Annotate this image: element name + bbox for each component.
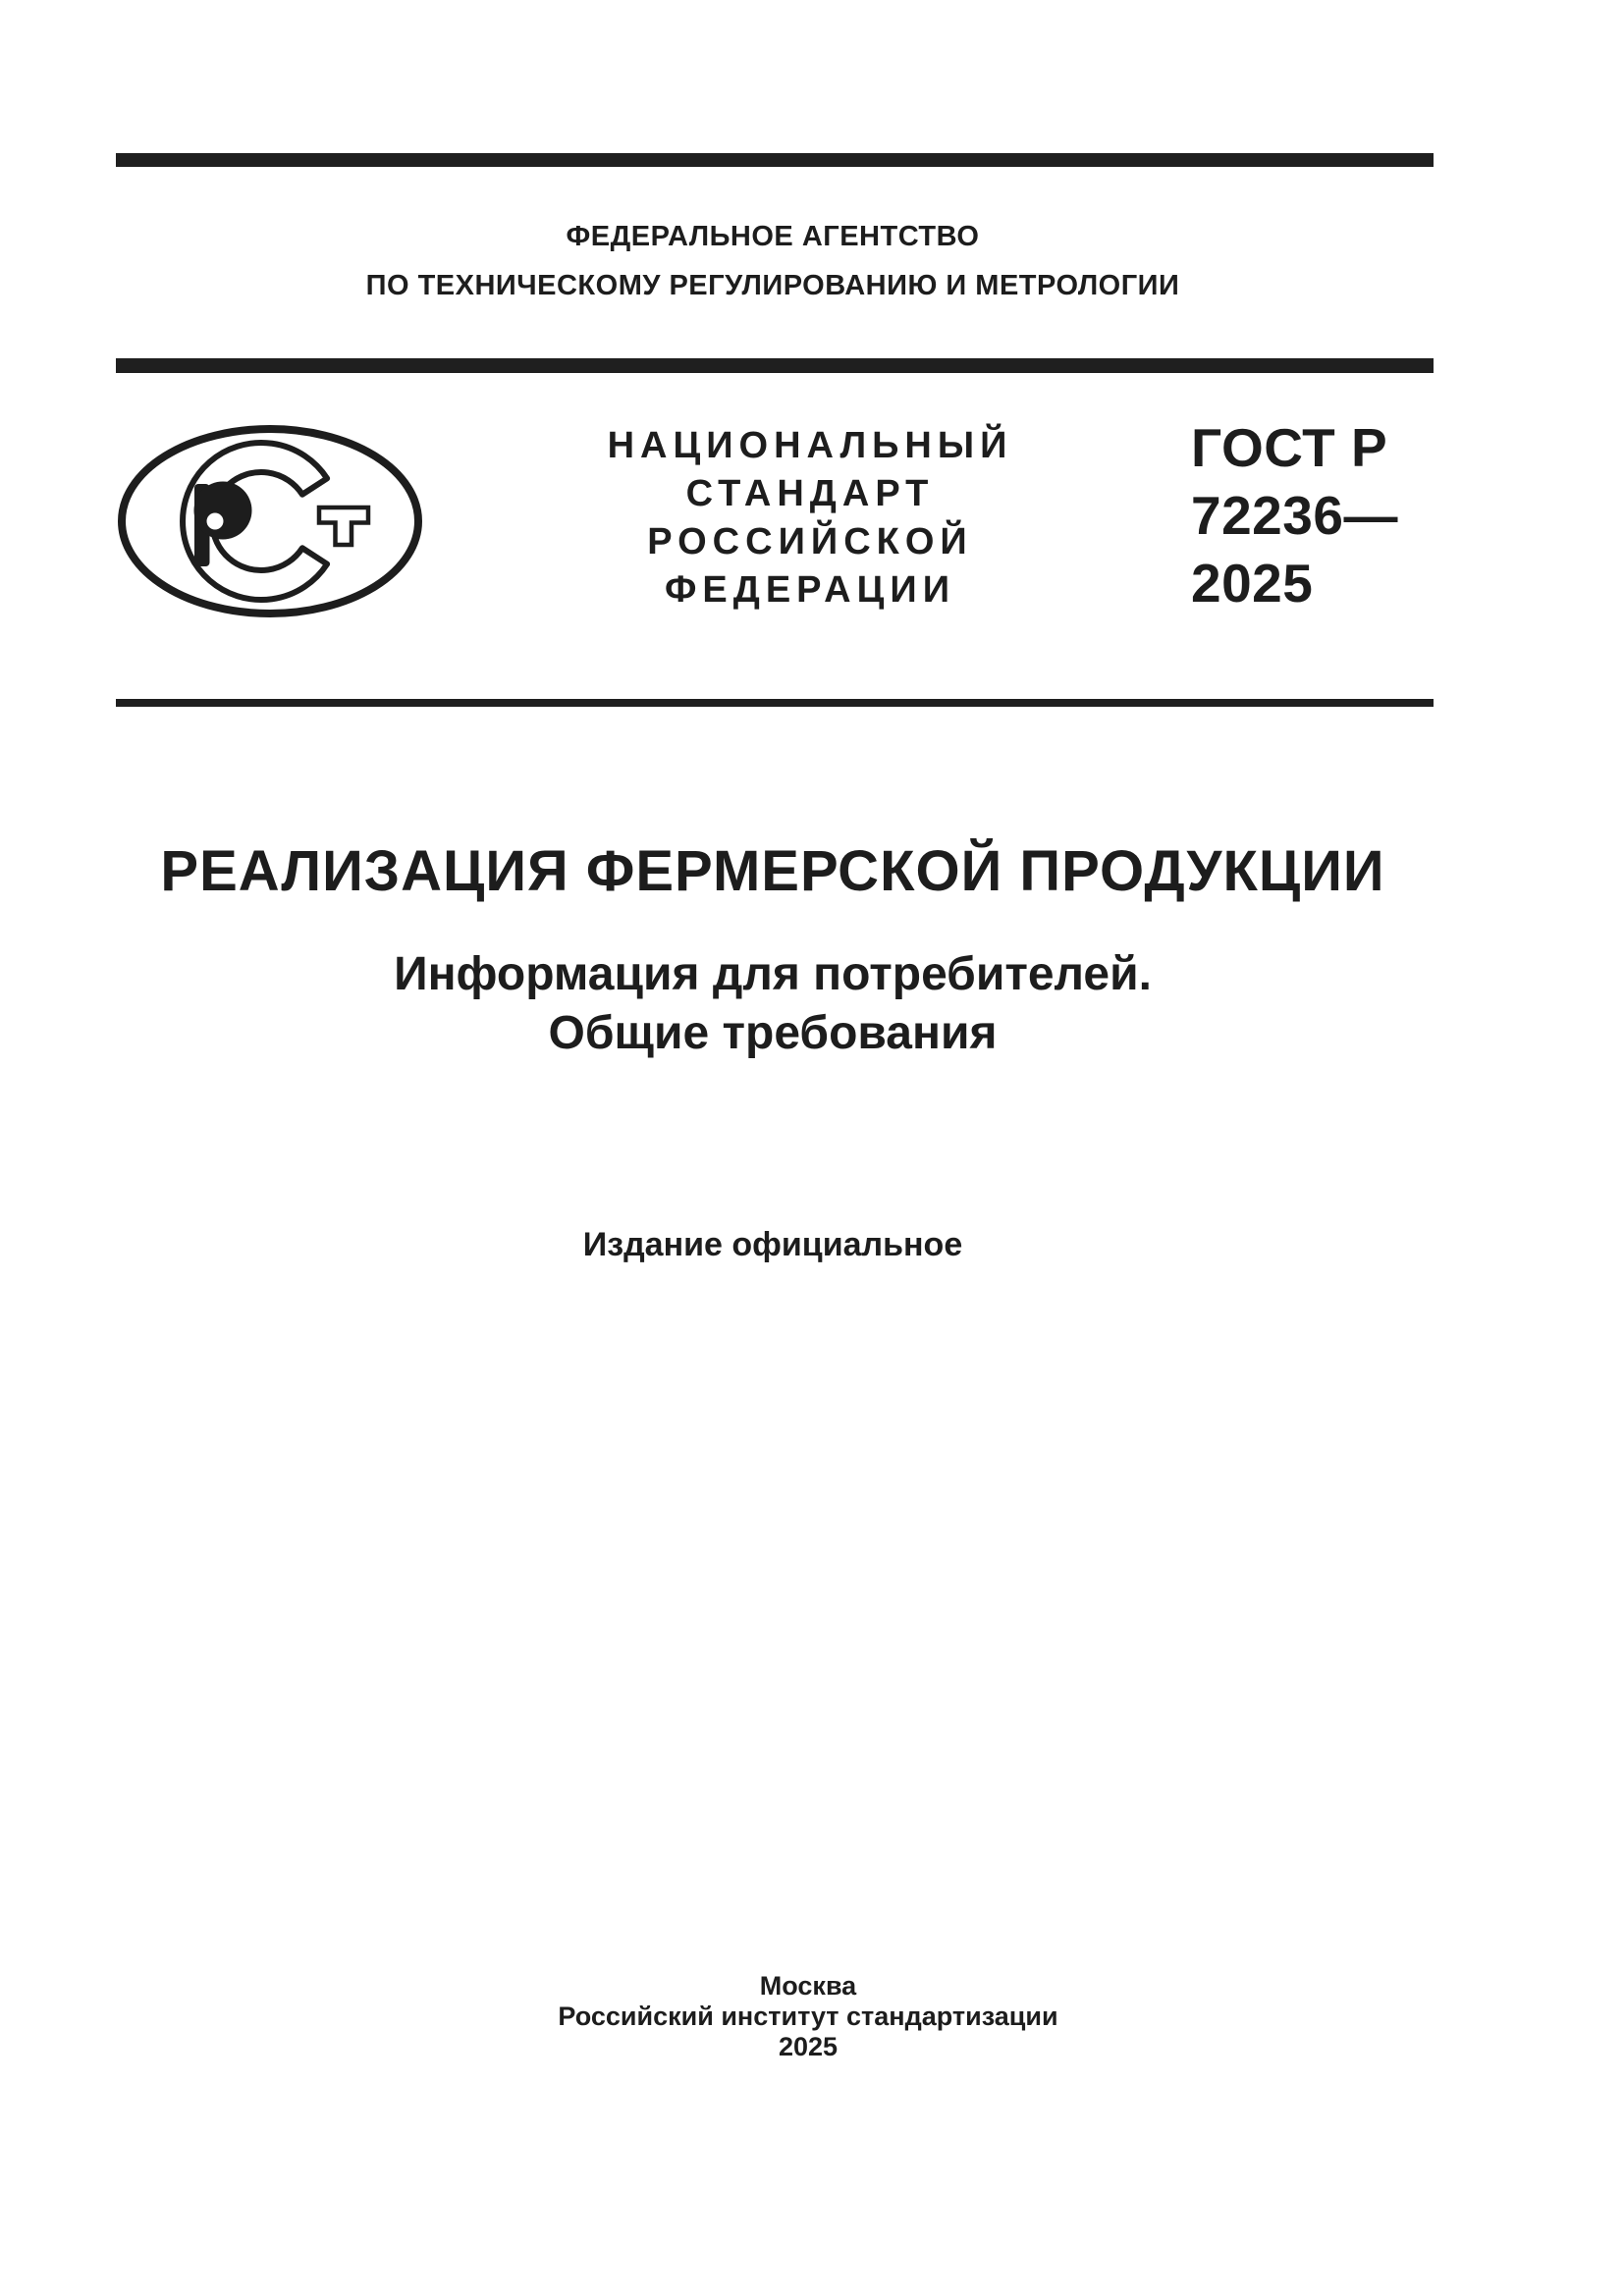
top-rule [116, 153, 1434, 167]
standard-type-line: НАЦИОНАЛЬНЫЙ [607, 425, 1013, 466]
agency-line1: ФЕДЕРАЛЬНОЕ АГЕНТСТВО [566, 221, 980, 252]
standard-type-line: СТАНДАРТ [685, 473, 935, 514]
standard-type-line: ФЕДЕРАЦИИ [664, 569, 956, 611]
document-subtitle [116, 945, 1430, 1063]
agency-header [116, 212, 1430, 310]
subtitle-line1: Информация для потребителей. [394, 948, 1152, 1000]
imprint-year: 2025 [778, 2032, 839, 2061]
document-title: РЕАЛИЗАЦИЯ ФЕРМЕРСКОЙ ПРОДУКЦИИ [160, 839, 1385, 903]
imprint-block [116, 1971, 1500, 2062]
edition-note: Издание официальное [582, 1226, 963, 1263]
designation-line: 72236— [1191, 485, 1398, 546]
agency-line2: ПО ТЕХНИЧЕСКОМУ РЕГУЛИРОВАНИЮ И МЕТРОЛОГИИ [365, 270, 1180, 301]
designation-line: 2025 [1191, 553, 1314, 614]
standard-type-line: РОССИЙСКОЙ [647, 521, 973, 562]
subtitle-line2: Общие требования [548, 1007, 998, 1059]
rosstandart-logo-icon [115, 424, 425, 618]
imprint-publisher: Российский институт стандартизации [558, 2002, 1058, 2031]
standard-designation [1191, 414, 1603, 617]
thin-rule [116, 699, 1434, 707]
middle-rule [116, 358, 1434, 373]
standard-type-block [442, 422, 1178, 614]
imprint-city: Москва [759, 1971, 857, 2001]
designation-line: ГОСТ Р [1191, 417, 1388, 478]
